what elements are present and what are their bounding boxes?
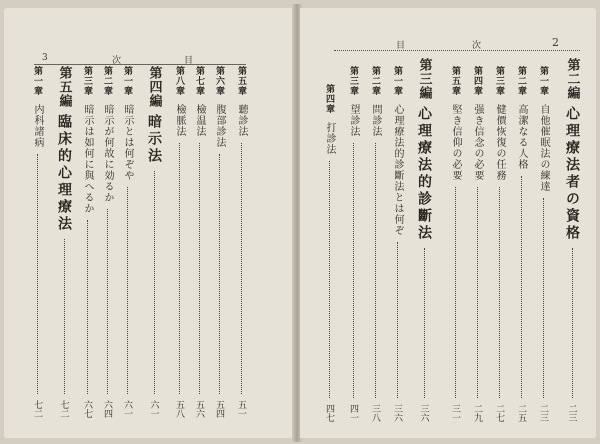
- toc-entry-title: 檢脈法: [174, 104, 185, 137]
- toc-entry: [514, 66, 529, 426]
- toc-entry-label: 第四章: [472, 66, 482, 96]
- toc-entry-page: 七二: [32, 400, 42, 418]
- toc-entry-title: 暗示が何故に効るか: [102, 104, 113, 203]
- toc-entry-label: 第二編: [564, 58, 580, 100]
- dot-leader: [64, 239, 65, 394]
- toc-entry-page: 二三: [538, 404, 548, 422]
- toc-entry-label: 第三章: [494, 66, 504, 96]
- toc-entry-title: 堅き信仰の必要: [450, 104, 461, 181]
- toc-entry: [100, 66, 115, 422]
- dot-leader: [543, 198, 544, 398]
- toc-entry-label: 第一章: [32, 66, 42, 96]
- toc-entry: [470, 66, 485, 426]
- toc-entry-page: 五一: [236, 400, 246, 418]
- toc-entry-title: 心理療法者の資格: [564, 106, 580, 242]
- toc-entry-page: 五四: [214, 400, 224, 418]
- toc-part-entry: [54, 66, 74, 422]
- toc-entry-label: 第四編: [146, 66, 162, 108]
- left-page-number: 3: [42, 53, 48, 63]
- dot-leader: [87, 220, 88, 394]
- right-page-number: 2: [552, 36, 559, 49]
- toc-entry: [172, 66, 187, 422]
- toc-entry-label: 第二章: [370, 66, 380, 96]
- toc-entry-label: 第三章: [82, 66, 92, 96]
- toc-entry-label: 第一章: [538, 66, 548, 96]
- right-page: [300, 8, 596, 438]
- toc-entry: [492, 66, 507, 426]
- toc-entry-label: 第一章: [392, 66, 402, 96]
- toc-entry-title: 暗示とは何ぞや: [122, 104, 133, 181]
- left-page: [4, 8, 294, 438]
- toc-entry-title: 健價恢復の任務: [494, 104, 505, 181]
- toc-entry-page: 七二: [58, 400, 69, 418]
- dot-leader: [179, 143, 180, 394]
- toc-entry-label: 第三編: [416, 58, 432, 100]
- right-header-rule: [334, 50, 580, 51]
- dot-leader: [154, 171, 155, 394]
- toc-entry: [80, 66, 95, 422]
- toc-entry-label: 第三章: [348, 66, 358, 96]
- toc-entry-title: 高潔なる人格: [516, 104, 527, 170]
- toc-entry-label: 第八章: [174, 66, 184, 96]
- toc-entry-title: 心理療法的診斷法とは何ぞ: [392, 104, 403, 236]
- toc-entry-page: 三六: [418, 404, 429, 422]
- dot-leader: [572, 248, 573, 398]
- toc-entry: [212, 66, 227, 422]
- toc-entry-page: 四七: [324, 404, 334, 422]
- toc-entry-label: 第一章: [122, 66, 132, 96]
- toc-entry-page: 三八: [370, 404, 380, 422]
- toc-entry: [536, 66, 551, 426]
- dot-leader: [37, 154, 38, 394]
- toc-entry-title: 暗示は如何に與へるか: [82, 104, 93, 214]
- dot-leader: [424, 248, 425, 398]
- right-header-char-2: 次: [472, 41, 482, 51]
- toc-entry-title: 自他催眠法の練達: [538, 104, 549, 192]
- right-header-char-1: 目: [396, 41, 406, 51]
- toc-entry-page: 五八: [174, 400, 184, 418]
- dot-leader: [353, 143, 354, 398]
- toc-entry: [234, 66, 249, 422]
- toc-entry-page: 五六: [194, 400, 204, 418]
- toc-entry-title: 打診法: [324, 122, 335, 155]
- toc-entry-label: 第二章: [102, 66, 112, 96]
- toc-entry-page: 二七: [494, 404, 504, 422]
- toc-entry-title: 望診法: [348, 104, 359, 137]
- toc-entry-label: 第六章: [214, 66, 224, 96]
- left-header-char-1: 次: [112, 56, 122, 66]
- toc-part-entry: [562, 58, 582, 426]
- toc-entry-title: 問診法: [370, 104, 381, 137]
- toc-entry-page: 六四: [102, 400, 112, 418]
- left-header-rule: [34, 64, 246, 65]
- dot-leader: [219, 154, 220, 394]
- toc-entry-page: 二五: [516, 404, 526, 422]
- toc-entry-title: 心理療法的診斷法: [416, 106, 432, 242]
- toc-entry-page: 三六: [392, 404, 402, 422]
- toc-entry-title: 聽診法: [236, 104, 247, 137]
- dot-leader: [329, 161, 330, 398]
- dot-leader: [455, 187, 456, 398]
- toc-entry: [120, 66, 135, 422]
- dot-leader: [521, 176, 522, 398]
- dot-leader: [127, 187, 128, 394]
- toc-entry-title: 檢温法: [194, 104, 205, 137]
- toc-entry-label: 第五章: [236, 66, 246, 96]
- toc-entry-title: 腹部診法: [214, 104, 225, 148]
- toc-part-entry: [414, 58, 434, 426]
- dot-leader: [375, 143, 376, 398]
- toc-entry: [322, 84, 337, 426]
- toc-entry-label: 第五章: [450, 66, 460, 96]
- toc-entry-page: 六一: [148, 400, 159, 418]
- toc-entry-title: 内科諸病: [32, 104, 43, 148]
- toc-entry: [30, 66, 45, 422]
- dot-leader: [241, 143, 242, 394]
- toc-entry-page: 三一: [450, 404, 460, 422]
- toc-entry: [346, 66, 361, 426]
- toc-entry-page: 四一: [348, 404, 358, 422]
- toc-entry-label: 第四章: [324, 84, 334, 114]
- dot-leader: [397, 242, 398, 398]
- toc-entry-label: 第二章: [516, 66, 526, 96]
- toc-entry-page: 二三: [566, 404, 577, 422]
- dot-leader: [477, 187, 478, 398]
- toc-entry: [368, 66, 383, 426]
- left-header-char-2: 目: [184, 56, 194, 66]
- toc-entry: [390, 66, 405, 426]
- toc-entry-title: 臨床的心理療法: [56, 114, 72, 233]
- toc-entry-title: 强き信念の必要: [472, 104, 483, 181]
- toc-entry: [448, 66, 463, 426]
- toc-entry-label: 第七章: [194, 66, 204, 96]
- toc-entry-label: 第五編: [56, 66, 72, 108]
- dot-leader: [499, 187, 500, 398]
- toc-part-entry: [144, 66, 164, 422]
- dot-leader: [107, 209, 108, 394]
- toc-entry-page: 六七: [82, 400, 92, 418]
- dot-leader: [199, 143, 200, 394]
- toc-entry: [192, 66, 207, 422]
- toc-entry-page: 二九: [472, 404, 482, 422]
- toc-entry-page: 六一: [122, 400, 132, 418]
- toc-entry-title: 暗示法: [146, 114, 162, 165]
